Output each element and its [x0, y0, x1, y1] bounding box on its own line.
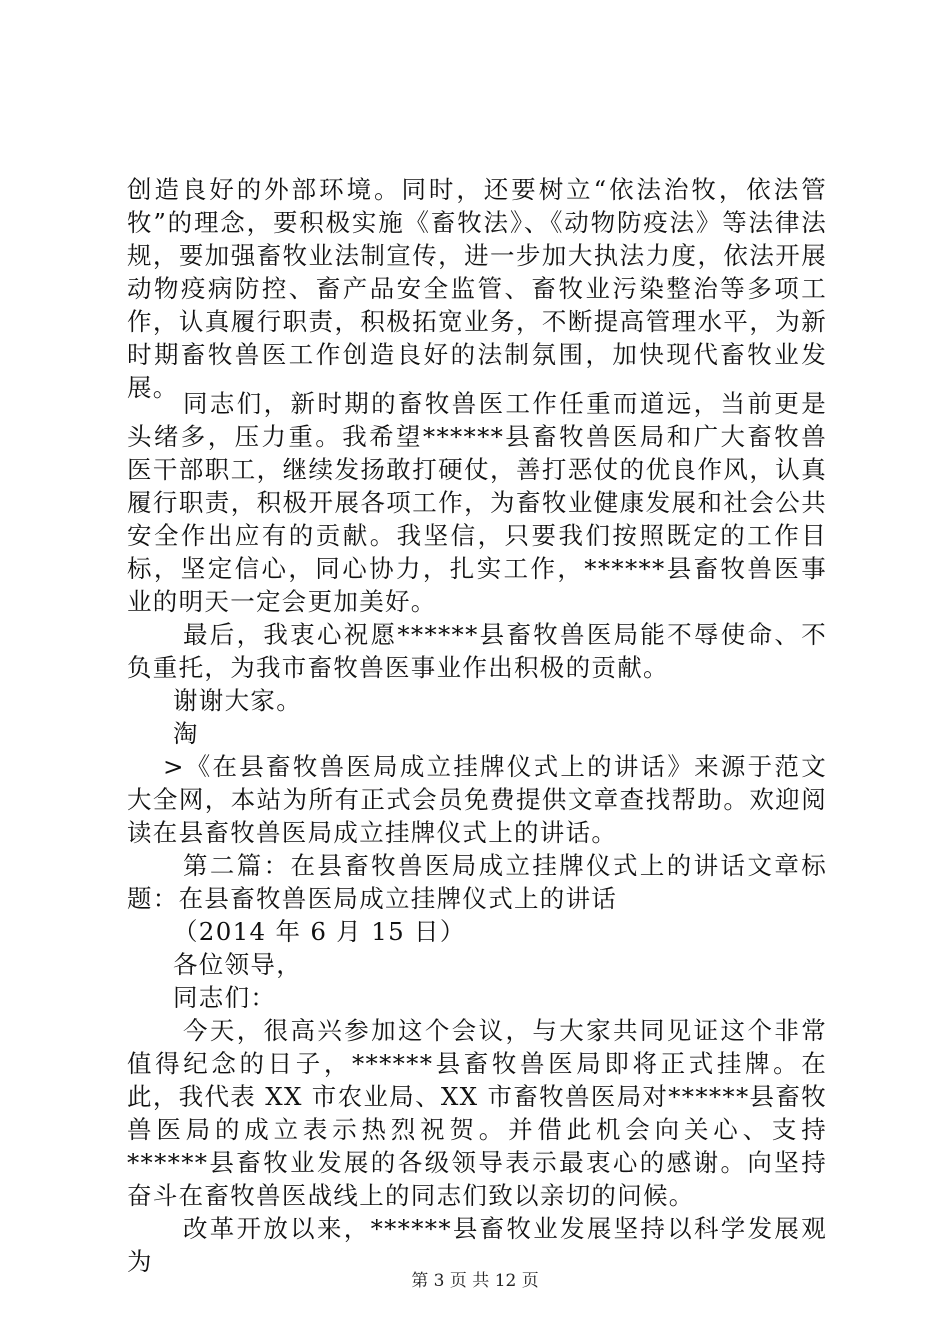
page-footer	[0, 1266, 950, 1291]
paragraph-finally: 最后，我衷心祝愿******县畜牧兽医局能不辱使命、不负重托，为我市畜牧兽医事业作出积极的贡献。	[127, 620, 827, 682]
source-note: >《在县畜牧兽医局成立挂牌仪式上的讲话》来源于范文大全网，本站为所有正式会员免费提供文章查找帮助。欢迎阅读在县畜牧兽医局成立挂牌仪式上的讲话。	[127, 752, 827, 847]
tao-line: 淘	[173, 719, 199, 748]
thanks-line: 谢谢大家。	[173, 686, 302, 715]
paragraph-legal-environment: 创造良好的外部环境。同时，还要树立“依法治牧，依法管牧”的理念，要积极实施《畜牧法》、《动物防疫法》等法律法规，要加强畜牧业法制宣传，进一步加大执法力度，依法开展动物疫病防控、畜产品安全监管、畜牧业污染整治等多项工作，认真履行职责，积极拓宽业务，不断提高管理水平，为新时期畜牧兽医工作创造良好的法制氛围，加快现代畜牧业发展。	[127, 175, 828, 402]
text-block-1	[127, 173, 827, 404]
paragraph-comrades: 同志们，新时期的畜牧兽医工作任重而道远，当前更是头绪多，压力重。我希望******县畜牧兽医局和广大畜牧兽医干部职工，继续发扬敢打硬仗，善打恶仗的优良作风，认真履行职责，积极开展各项工作，为畜牧业健康发展和社会公共安全作出应有的贡献。我坚信，只要我们按照既定的工作目标，坚定信心，同心协力，扎实工作，******县畜牧兽医事业的明天一定会更加美好。	[127, 389, 827, 616]
paragraph-today: 今天，很高兴参加这个会议，与大家共同见证这个非常值得纪念的日子，******县畜牧兽医局即将正式挂牌。在此，我代表 XX 市农业局、XX 市畜牧兽医局对******县畜牧兽医局的成立表示热烈祝贺。并借此机会向关心、支持******县畜牧业发展的各级领导表示最衷心的感谢。向坚持奋斗在畜牧兽医战线上的同志们致以亲切的问候。	[127, 1016, 827, 1210]
greeting-leaders: 各位领导，	[173, 950, 302, 979]
speech-date: （2014 年 6 月 15 日）	[173, 917, 466, 946]
paragraph-reform: 改革开放以来，******县畜牧业发展坚持以科学发展观为	[127, 1214, 827, 1276]
second-article-title: 第二篇：在县畜牧兽医局成立挂牌仪式上的讲话文章标题：在县畜牧兽医局成立挂牌仪式上的讲话	[127, 851, 827, 913]
text-block-2	[127, 387, 827, 1278]
greeting-comrades: 同志们：	[173, 983, 277, 1012]
page-number: 第 3 页 共 12 页	[411, 1271, 539, 1291]
